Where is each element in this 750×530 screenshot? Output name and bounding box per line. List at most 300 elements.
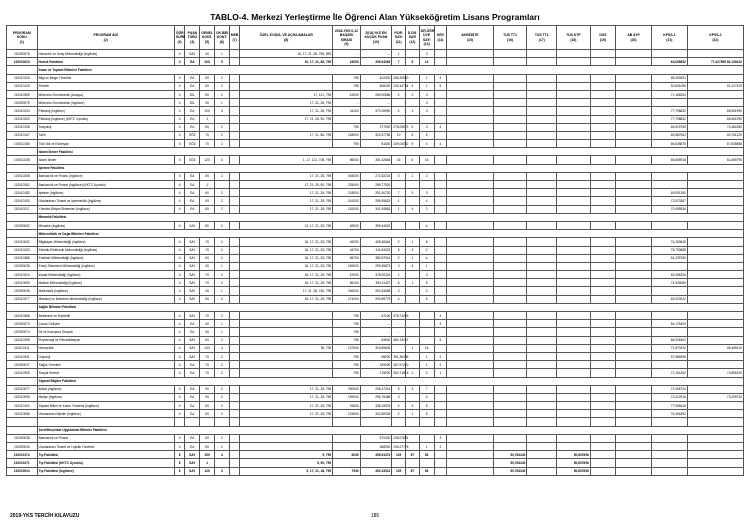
table-cell: 63 bbox=[419, 467, 434, 475]
table-cell bbox=[493, 262, 527, 270]
table-cell: 3 bbox=[419, 90, 434, 98]
empty-cell bbox=[185, 418, 200, 426]
table-cell: 60 bbox=[200, 172, 215, 180]
program-code-cell: 110010244 bbox=[7, 107, 38, 115]
table-cell bbox=[493, 320, 527, 328]
table-cell: 60 bbox=[200, 197, 215, 205]
table-cell: 2 bbox=[214, 82, 229, 90]
table-cell: 1 bbox=[419, 361, 434, 369]
table-cell bbox=[229, 246, 240, 254]
table-cell bbox=[616, 287, 652, 295]
table-cell: 795 bbox=[333, 328, 360, 336]
table-cell: 2 bbox=[419, 246, 434, 254]
table-cell bbox=[687, 385, 743, 393]
table-cell: 178000 bbox=[360, 369, 392, 377]
table-header-row bbox=[7, 26, 744, 50]
column-header-label: AKREDİTE bbox=[461, 33, 479, 38]
table-cell: 291,50720 bbox=[360, 189, 392, 197]
table-cell bbox=[616, 140, 652, 148]
table-cell: 2 bbox=[214, 205, 229, 213]
table-cell: 4 bbox=[174, 205, 185, 213]
table-cell bbox=[590, 344, 615, 352]
table-cell: 304000 bbox=[333, 172, 360, 180]
table-row bbox=[7, 197, 744, 205]
table-cell: 2 bbox=[214, 402, 229, 410]
table-cell: 4 bbox=[419, 140, 434, 148]
table-cell: 3 bbox=[406, 189, 420, 197]
table-cell bbox=[447, 287, 493, 295]
table-cell: 4 bbox=[174, 361, 185, 369]
table-cell bbox=[527, 467, 557, 475]
table-cell: 66,961990 bbox=[687, 115, 743, 123]
table-cell bbox=[590, 246, 615, 254]
table-cell bbox=[406, 295, 420, 303]
program-name-cell: Mimarlık (İngilizce) bbox=[37, 221, 174, 229]
table-cell bbox=[687, 410, 743, 418]
table-cell bbox=[556, 131, 590, 139]
table-cell bbox=[434, 451, 447, 459]
table-cell bbox=[616, 189, 652, 197]
table-cell: 1 bbox=[392, 271, 406, 279]
table-cell bbox=[434, 197, 447, 205]
column-header-label: 2018-YKS 0,12 BAŞARI SIRASI bbox=[334, 29, 359, 42]
table-cell bbox=[229, 295, 240, 303]
table-cell bbox=[590, 90, 615, 98]
table-cell bbox=[527, 156, 557, 164]
empty-cell bbox=[360, 418, 392, 426]
table-cell: 70 bbox=[200, 279, 215, 287]
table-cell: 1 bbox=[406, 410, 420, 418]
table-cell: 795 bbox=[333, 361, 360, 369]
column-header-label: 2018-YKS EN KÜÇÜK PUAN bbox=[364, 31, 388, 40]
table-cell: 3 bbox=[214, 107, 229, 115]
table-cell: 17, 121, 795 bbox=[240, 90, 333, 98]
table-cell bbox=[527, 90, 557, 98]
table-cell: 2 bbox=[214, 123, 229, 131]
table-cell: 4 bbox=[174, 410, 185, 418]
program-name-cell: Çocuk Gelişimi bbox=[37, 320, 174, 328]
table-cell bbox=[556, 74, 590, 82]
column-header-number: (6) bbox=[219, 39, 224, 44]
table-cell bbox=[229, 459, 240, 467]
table-cell: 68,493491 bbox=[651, 74, 687, 82]
table-cell: 290,89779 bbox=[360, 295, 392, 303]
table-cell: 5 bbox=[419, 410, 434, 418]
program-name-cell: Bankacılık ve Finans bbox=[37, 434, 174, 442]
table-cell bbox=[556, 369, 590, 377]
table-cell bbox=[229, 451, 240, 459]
table-cell: 2 bbox=[392, 410, 406, 418]
table-cell: 70,495536 bbox=[651, 205, 687, 213]
column-header-number: (1) bbox=[19, 39, 24, 44]
table-cell bbox=[493, 156, 527, 164]
table-cell bbox=[556, 385, 590, 393]
table-cell: 4 bbox=[174, 50, 185, 58]
table-cell: 2 bbox=[214, 189, 229, 197]
table-row bbox=[7, 459, 744, 467]
table-cell: 65700 bbox=[333, 254, 360, 262]
table-cell: 380,67914 bbox=[360, 254, 392, 262]
table-cell: 4 bbox=[174, 238, 185, 246]
table-cell: 50,837698 bbox=[556, 451, 590, 459]
table-cell bbox=[527, 451, 557, 459]
table-cell bbox=[447, 271, 493, 279]
program-name-cell: Odyoloji bbox=[37, 352, 174, 360]
table-cell: 67,835858 bbox=[687, 140, 743, 148]
table-cell bbox=[447, 74, 493, 82]
table-cell: 246000 bbox=[333, 287, 360, 295]
table-cell bbox=[434, 385, 447, 393]
table-cell: 1, 17, 121, 708, 795 bbox=[240, 156, 333, 164]
column-header-label: OK.BİR. KONT. bbox=[215, 31, 229, 40]
column-header-label: ÖĞR. SÜRE bbox=[175, 31, 186, 40]
table-cell bbox=[590, 82, 615, 90]
table-cell: 5 bbox=[406, 131, 420, 139]
program-code-cell bbox=[7, 426, 38, 434]
table-cell bbox=[616, 385, 652, 393]
table-cell: 70 bbox=[200, 238, 215, 246]
column-header-number: (4) bbox=[190, 39, 195, 44]
column-header bbox=[240, 26, 333, 50]
table-cell: 9 bbox=[406, 140, 420, 148]
table-cell bbox=[687, 361, 743, 369]
program-code-cell: 110090037 bbox=[7, 361, 38, 369]
table-cell: EA bbox=[185, 189, 200, 197]
table-cell bbox=[406, 99, 420, 107]
table-cell bbox=[616, 312, 652, 320]
table-row bbox=[7, 107, 744, 115]
table-cell bbox=[590, 369, 615, 377]
table-cell: 3 bbox=[392, 172, 406, 180]
program-name-cell: Fizyoterapi ve Rehabilitasyon bbox=[37, 336, 174, 344]
table-cell bbox=[616, 221, 652, 229]
table-cell: 63 bbox=[419, 451, 434, 459]
column-header-label: PROGRAM ADI bbox=[93, 33, 118, 38]
table-cell: 2 bbox=[214, 131, 229, 139]
table-cell: 66,628875 bbox=[651, 140, 687, 148]
table-cell: 66,961990 bbox=[687, 107, 743, 115]
table-cell bbox=[616, 279, 652, 287]
table-cell: 4 bbox=[174, 312, 185, 320]
table-cell bbox=[651, 50, 687, 58]
table-cell: 4 bbox=[174, 271, 185, 279]
table-row bbox=[7, 344, 744, 352]
table-cell bbox=[590, 443, 615, 451]
column-header-label: TUS TT2 bbox=[534, 33, 549, 38]
program-code-cell bbox=[7, 377, 38, 385]
empty-cell bbox=[651, 418, 687, 426]
table-cell: 66,919765 bbox=[651, 123, 687, 131]
table-cell: 129 bbox=[392, 467, 406, 475]
table-cell bbox=[616, 107, 652, 115]
program-code-cell: 110010138 bbox=[7, 123, 38, 131]
table-cell bbox=[590, 172, 615, 180]
table-cell: EA bbox=[185, 172, 200, 180]
table-cell: 91500 bbox=[333, 402, 360, 410]
table-cell bbox=[229, 262, 240, 270]
table-cell bbox=[590, 451, 615, 459]
table-cell bbox=[687, 221, 743, 229]
table-row bbox=[7, 246, 744, 254]
table-cell bbox=[556, 336, 590, 344]
column-header-number: (12) bbox=[409, 39, 416, 44]
table-cell: 4 bbox=[174, 123, 185, 131]
table-cell: 2 bbox=[214, 279, 229, 287]
program-name-cell: Mütercim-Tercümanlık (İngilizce) bbox=[37, 99, 174, 107]
table-cell: EA bbox=[185, 393, 200, 401]
table-cell bbox=[434, 238, 447, 246]
table-cell: 4 bbox=[419, 221, 434, 229]
table-cell bbox=[434, 50, 447, 58]
program-name-cell: Bankacılık ve Finans (İngilizce) (KKTC Uyruklu) bbox=[37, 181, 174, 189]
program-code-cell: 110010023 bbox=[7, 58, 38, 66]
table-cell bbox=[447, 295, 493, 303]
column-header-label: P.DR. SAYI bbox=[394, 31, 403, 40]
column-header bbox=[185, 26, 200, 50]
table-cell bbox=[590, 312, 615, 320]
table-cell: 4 bbox=[434, 312, 447, 320]
table-cell: 2 bbox=[214, 312, 229, 320]
faculty-name: İnsan ve Toplum Bilimleri Fakültesi bbox=[37, 66, 743, 74]
table-cell: 5 bbox=[434, 82, 447, 90]
program-name-cell: İşletme (İngilizce) bbox=[37, 189, 174, 197]
table-cell bbox=[590, 189, 615, 197]
table-cell bbox=[447, 336, 493, 344]
table-cell bbox=[616, 58, 652, 66]
table-cell: 795 bbox=[333, 320, 360, 328]
program-code-cell: 110090038 bbox=[7, 434, 38, 442]
program-name-cell: Maliye (İngilizce) bbox=[37, 393, 174, 401]
table-row bbox=[7, 90, 744, 98]
table-cell: 50,784340 bbox=[493, 451, 527, 459]
table-cell bbox=[590, 140, 615, 148]
table-cell: 4 bbox=[406, 205, 420, 213]
program-code-cell bbox=[7, 213, 38, 221]
table-cell bbox=[447, 385, 493, 393]
table-row bbox=[7, 443, 744, 451]
table-cell: DİL bbox=[185, 90, 200, 98]
table-cell: 241000 bbox=[333, 197, 360, 205]
table-cell: 120 bbox=[200, 467, 215, 475]
table-cell: 4 bbox=[174, 287, 185, 295]
table-cell bbox=[447, 115, 493, 123]
faculty-section-row bbox=[7, 303, 744, 311]
table-cell bbox=[434, 262, 447, 270]
table-cell bbox=[527, 369, 557, 377]
column-header bbox=[493, 26, 527, 50]
table-cell: 499,61373 bbox=[360, 451, 392, 459]
table-cell: 2 bbox=[214, 238, 229, 246]
table-cell bbox=[493, 172, 527, 180]
table-cell bbox=[434, 467, 447, 475]
table-cell bbox=[493, 99, 527, 107]
program-code-cell: 110010129 bbox=[7, 82, 38, 90]
table-cell bbox=[229, 271, 240, 279]
table-cell: 8 bbox=[419, 238, 434, 246]
table-row bbox=[7, 221, 744, 229]
table-cell: 4 bbox=[174, 197, 185, 205]
table-cell bbox=[616, 156, 652, 164]
table-cell: 382,13157 bbox=[392, 336, 406, 344]
table-cell bbox=[447, 172, 493, 180]
table-row bbox=[7, 336, 744, 344]
program-name-cell: Elektrik-Elektronik Mühendisliği (İngilizce) bbox=[37, 246, 174, 254]
table-cell bbox=[687, 287, 743, 295]
table-cell: 16, 17, 21, 28, 795 bbox=[240, 254, 333, 262]
table-cell bbox=[556, 189, 590, 197]
program-name-cell: Uluslararası İlişkiler (İngilizce) bbox=[37, 410, 174, 418]
table-cell: 60 bbox=[200, 254, 215, 262]
table-cell: 1 bbox=[392, 205, 406, 213]
faculty-section-row bbox=[7, 213, 744, 221]
table-cell bbox=[590, 221, 615, 229]
table-cell bbox=[419, 459, 434, 467]
table-cell bbox=[229, 352, 240, 360]
table-cell: SAY bbox=[185, 344, 200, 352]
empty-cell bbox=[493, 418, 527, 426]
table-cell bbox=[493, 58, 527, 66]
table-cell: 4 bbox=[174, 328, 185, 336]
table-cell bbox=[493, 336, 527, 344]
table-cell: 4 bbox=[419, 197, 434, 205]
table-cell bbox=[527, 295, 557, 303]
table-cell: 299,35873 bbox=[360, 262, 392, 270]
table-cell: 218000 bbox=[333, 189, 360, 197]
table-cell bbox=[229, 205, 240, 213]
table-cell bbox=[590, 295, 615, 303]
table-cell bbox=[406, 287, 420, 295]
table-cell: 3 bbox=[419, 107, 434, 115]
table-cell: 402000 bbox=[360, 74, 392, 82]
table-row bbox=[7, 181, 744, 189]
table-cell: 46200 bbox=[333, 238, 360, 246]
empty-cell bbox=[392, 418, 406, 426]
column-header-label: GENEL KONT. bbox=[201, 31, 213, 40]
table-cell bbox=[229, 197, 240, 205]
empty-cell bbox=[240, 418, 333, 426]
table-cell bbox=[406, 115, 420, 123]
program-code-cell: 110090078 bbox=[7, 50, 38, 58]
table-cell: 70 bbox=[200, 246, 215, 254]
table-cell bbox=[434, 107, 447, 115]
table-cell bbox=[240, 369, 333, 377]
table-cell bbox=[229, 467, 240, 475]
table-cell bbox=[229, 443, 240, 451]
table-cell bbox=[556, 344, 590, 352]
empty-cell bbox=[687, 418, 743, 426]
table-cell: 4 bbox=[174, 107, 185, 115]
empty-cell bbox=[37, 418, 174, 426]
program-code-cell: 110010059 bbox=[7, 279, 38, 287]
table-cell bbox=[447, 451, 493, 459]
table-cell bbox=[447, 238, 493, 246]
column-header-label: TUS TT1 bbox=[503, 33, 517, 38]
table-cell bbox=[651, 459, 687, 467]
program-code-cell: 110010377 bbox=[7, 295, 38, 303]
table-cell bbox=[527, 287, 557, 295]
table-cell: 4 bbox=[174, 385, 185, 393]
program-code-cell: 110090035 bbox=[7, 262, 38, 270]
table-cell bbox=[616, 361, 652, 369]
table-cell bbox=[556, 262, 590, 270]
table-cell: 71,168254 bbox=[651, 90, 687, 98]
table-cell: 1 bbox=[200, 181, 215, 189]
table-cell: 3 bbox=[406, 402, 420, 410]
program-code-cell: 110010183 bbox=[7, 189, 38, 197]
table-row bbox=[7, 402, 744, 410]
faculty-name: İşletme Fakültesi bbox=[37, 164, 743, 172]
program-code-cell: 110010192 bbox=[7, 197, 38, 205]
table-cell bbox=[447, 352, 493, 360]
table-cell: ... bbox=[360, 50, 392, 58]
table-cell bbox=[616, 181, 652, 189]
table-cell: 123000 bbox=[333, 410, 360, 418]
table-cell bbox=[240, 320, 333, 328]
table-cell bbox=[493, 181, 527, 189]
program-name-cell: Sağlık Yönetimi bbox=[37, 361, 174, 369]
program-name-cell: Enerji Sistemleri Mühendisliği (İngilizce) bbox=[37, 262, 174, 270]
column-header-number: (22) bbox=[712, 37, 719, 42]
table-cell bbox=[392, 459, 406, 467]
table-cell bbox=[527, 320, 557, 328]
table-cell bbox=[392, 99, 406, 107]
table-cell bbox=[527, 328, 557, 336]
table-cell bbox=[406, 328, 420, 336]
table-cell bbox=[240, 352, 333, 360]
table-cell: 70 bbox=[200, 271, 215, 279]
table-cell: 70 bbox=[200, 131, 215, 139]
table-cell bbox=[616, 172, 652, 180]
table-cell: 50 bbox=[200, 74, 215, 82]
table-cell bbox=[616, 434, 652, 442]
table-cell: 5 bbox=[419, 279, 434, 287]
table-row bbox=[7, 115, 744, 123]
table-cell: 52500 bbox=[333, 221, 360, 229]
table-cell bbox=[240, 140, 333, 148]
table-cell bbox=[229, 328, 240, 336]
table-cell: 70 bbox=[200, 140, 215, 148]
program-code-cell: 110010174 bbox=[7, 451, 38, 459]
table-cell: 411,84022 bbox=[360, 246, 392, 254]
table-cell bbox=[556, 320, 590, 328]
table-cell: SÖZ bbox=[185, 140, 200, 148]
table-cell bbox=[229, 74, 240, 82]
column-header bbox=[527, 26, 557, 50]
table-cell bbox=[447, 50, 493, 58]
table-cell bbox=[687, 352, 743, 360]
table-cell bbox=[214, 115, 229, 123]
table-cell: SAY bbox=[185, 279, 200, 287]
table-cell bbox=[333, 434, 360, 442]
column-header-label: MEB bbox=[230, 33, 239, 38]
program-name-cell: Psikoloji (İngilizce) bbox=[37, 107, 174, 115]
faculty-name: İslami İlimler Fakültesi bbox=[37, 148, 743, 156]
table-cell bbox=[240, 74, 333, 82]
table-cell: 70 bbox=[200, 369, 215, 377]
table-cell: EA bbox=[185, 74, 200, 82]
program-code-cell: 110010014 bbox=[7, 467, 38, 475]
program-code-cell: 110010226 bbox=[7, 74, 38, 82]
table-cell bbox=[527, 58, 557, 66]
table-cell bbox=[616, 459, 652, 467]
table-cell bbox=[527, 181, 557, 189]
table-cell: 17, 21, 28, 740, 795 bbox=[240, 287, 333, 295]
table-cell: 60 bbox=[200, 402, 215, 410]
table-cell: 77,798832 bbox=[651, 115, 687, 123]
table-cell: 30 bbox=[200, 99, 215, 107]
table-cell: 16, 17, 21, 28, 795 bbox=[240, 271, 333, 279]
column-header-number: (2) bbox=[103, 37, 108, 42]
